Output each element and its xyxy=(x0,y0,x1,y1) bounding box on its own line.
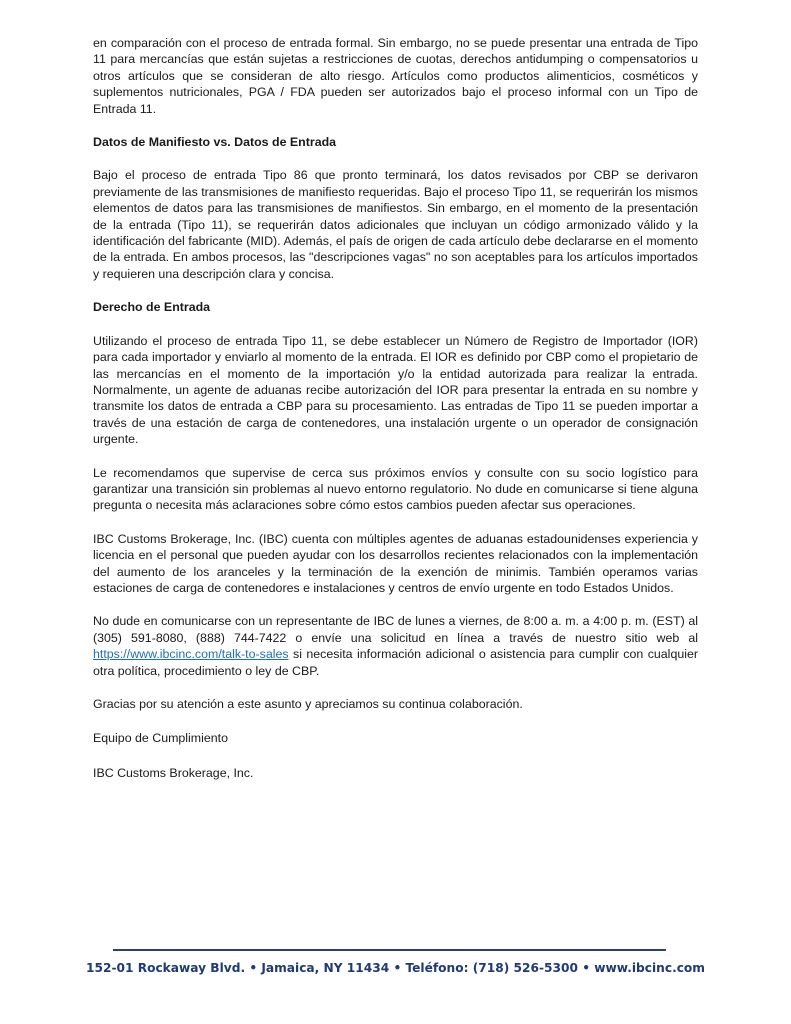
paragraph-thanks: Gracias por su atención a este asunto y apreciamos su continua colaboración. xyxy=(93,697,523,711)
paragraph-contact xyxy=(93,613,698,679)
footer-divider xyxy=(113,949,666,951)
talk-to-sales-link[interactable]: https://www.ibcinc.com/talk-to-sales xyxy=(93,647,289,662)
paragraph-intro: en comparación con el proceso de entrada formal. Sin embargo, no se puede presentar una entrada de Tipo 11 para mercancías que están sujetas a restricciones de cuotas, derechos antidumping o compensatorios u otros artículos que se consideran de alto riesgo. Artículos como productos alimenticios, cosméticos y suplementos nutricionales, PGA / FDA pueden ser autorizados bajo el proceso informal con un Tipo de Entrada 11. xyxy=(93,36,698,116)
paragraph-manifest: Bajo el proceso de entrada Tipo 86 que pronto terminará, los datos revisados por CBP se derivaron previamente de las transmisiones de manifiesto requeridas. Bajo el proceso Tipo 11, se requerirán los mismos elementos de datos para las transmisiones de manifiestos. Sin embargo, en el momento de la presentación de la entrada (Tipo 11), se requerirán datos adicionales que incluyan un código armonizado válido y la identificación del fabricante (MID). Además, el país de origen de cada artículo debe declararse en el momento de la entrada. En ambos procesos, las "descripciones vagas" no son aceptables para los artículos importados y requieren una descripción clara y concisa. xyxy=(93,168,698,281)
signature-company: IBC Customs Brokerage, Inc. xyxy=(93,765,254,780)
paragraph-ibc-services: IBC Customs Brokerage, Inc. (IBC) cuenta con múltiples agentes de aduanas estadounidenses experiencia y licencia en el personal que pueden ayudar con los desarrollos recientes relacionados con la implementación del aumento de los aranceles y la terminación de la exención de minimis. También operamos varias estaciones de carga de contenedores e instalaciones y centros de envío urgente en todo Estados Unidos. xyxy=(93,531,698,595)
paragraph-recommendation: Le recomendamos que supervise de cerca sus próximos envíos y consulte con su socio logístico para garantizar una transición sin problemas al nuevo entorno regulatorio. No dude en comunicarse si tiene alguna pregunta o necesita más aclaraciones sobre cómo estos cambios pueden afectar sus operaciones. xyxy=(93,465,698,513)
footer-address: 152-01 Rockaway Blvd. • Jamaica, NY 11434 • Teléfono: (718) 526-5300 • www.ibcinc.com xyxy=(86,961,705,975)
paragraph-right-of-entry: Utilizando el proceso de entrada Tipo 11, se debe establecer un Número de Registro de Importador (IOR) para cada importador y enviarlo al momento de la entrada. El IOR es definido por CBP como el propietario de las mercancías en el momento de la importación y/o la entidad autorizada para realizar la entrada. Normalmente, un agente de aduanas recibe autorización del IOR para presentar la entrada en su nombre y transmite los datos de entrada a CBP para su procesamiento. Las entradas de Tipo 11 se pueden importar a través de una estación de carga de contenedores, una instalación urgente o un operador de consignación urgente. xyxy=(93,333,698,447)
contact-text-after: si necesita información adicional o asistencia para cumplir con cualquier otra política, procedimiento o ley de CBP. xyxy=(93,647,698,678)
heading-manifest-vs-entry: Datos de Manifiesto vs. Datos de Entrada xyxy=(93,135,337,150)
signature-team: Equipo de Cumplimiento xyxy=(93,731,228,746)
document-body xyxy=(93,35,698,798)
heading-right-of-entry: Derecho de Entrada xyxy=(93,300,211,315)
contact-text-before: No dude en comunicarse con un representante de IBC de lunes a viernes, de 8:00 a. m. a 4:00 p. m. (EST) al (305) 591-8080, (888) 744-7422 o envíe una solicitud en línea a través de nuestro sitio web al xyxy=(93,614,698,645)
